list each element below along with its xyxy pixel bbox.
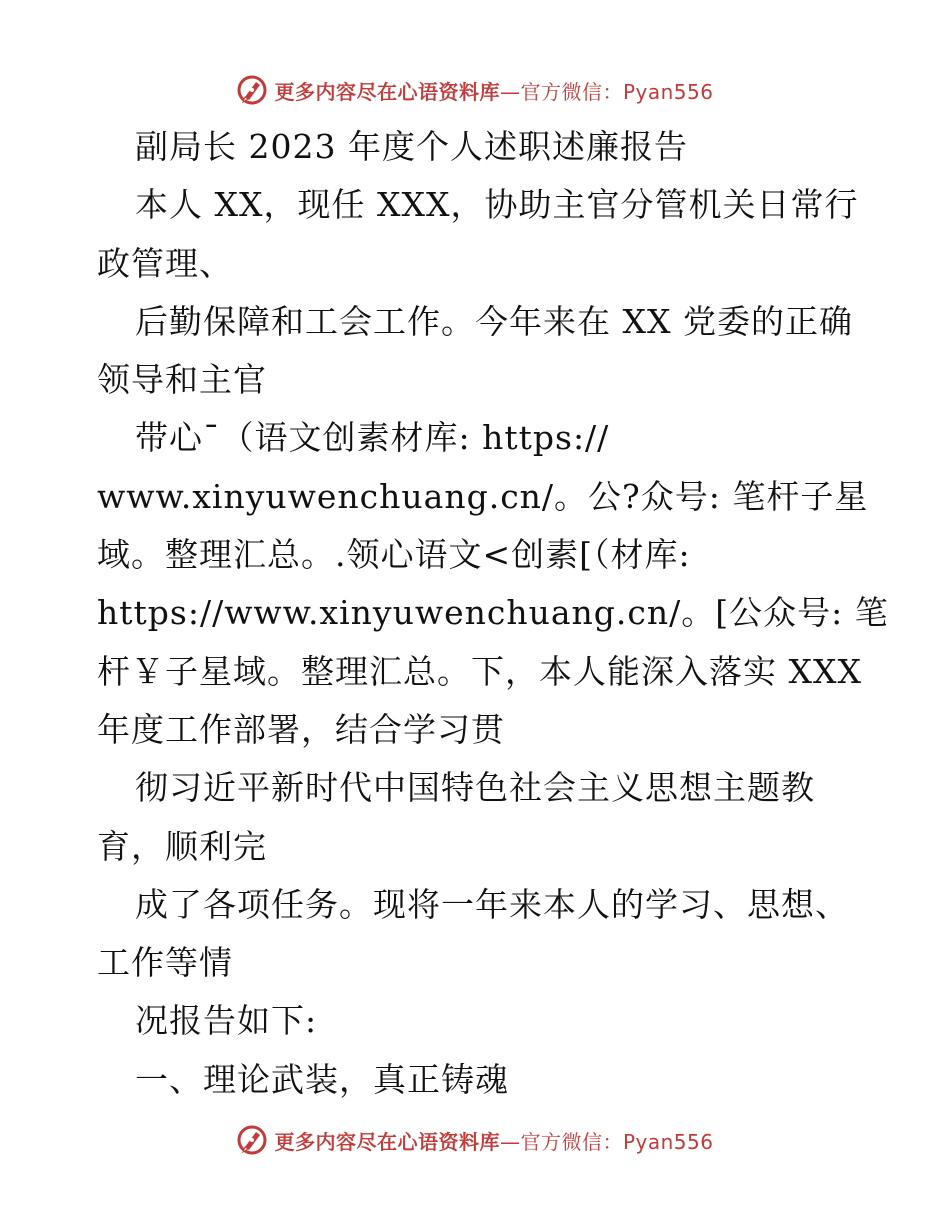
banner-contact-text: 官方微信：Pyan556 [520, 79, 714, 104]
document-line: 杆￥子星域。整理汇总。下，本人能深入落实 XXX [97, 651, 862, 691]
pen-circle-logo-icon [236, 74, 268, 106]
document-line: https://www.xinyuwenchuang.cn/。[公众号: 笔 [97, 593, 889, 633]
banner-separator: — [499, 1129, 521, 1154]
banner-main-text: 更多内容尽在心语资料库 [274, 79, 500, 104]
document-body [97, 118, 889, 1109]
document-line: 彻习近平新时代中国特色社会主义思想主题教 [135, 768, 815, 808]
banner-contact-text: 官方微信：Pyan556 [520, 1129, 714, 1154]
document-line: 成了各项任务。现将一年来本人的学习、思想、 [135, 884, 849, 924]
document-line: 后勤保障和工会工作。今年来在 XX 党委的正确 [135, 301, 853, 341]
document-line: 领导和主官 [97, 360, 267, 400]
document-line: 域。整理汇总。.领心语文<创素[（材库: [97, 535, 691, 575]
document-line: 育，顺利完 [97, 826, 267, 866]
header-banner [0, 70, 950, 110]
document-line: 一、理论武装，真正铸魂 [135, 1059, 509, 1099]
document-line: 政管理、 [97, 243, 233, 283]
document-line: 工作等情 [97, 943, 233, 983]
document-line: 带心¯（语文创素材库: https:// [135, 418, 610, 458]
document-line: www.xinyuwenchuang.cn/。公?众号: 笔杆子星 [97, 476, 869, 516]
pen-circle-logo-icon [236, 1124, 268, 1156]
banner-main-text: 更多内容尽在心语资料库 [274, 1129, 500, 1154]
document-line: 年度工作部署，结合学习贯 [97, 709, 505, 749]
document-line: 况报告如下: [135, 1001, 318, 1041]
footer-banner [0, 1120, 950, 1160]
banner-separator: — [499, 79, 521, 104]
document-title: 副局长 2023 年度个人述职述廉报告 [135, 127, 688, 166]
document-line: 本人 XX，现任 XXX，协助主官分管机关日常行 [135, 185, 859, 225]
